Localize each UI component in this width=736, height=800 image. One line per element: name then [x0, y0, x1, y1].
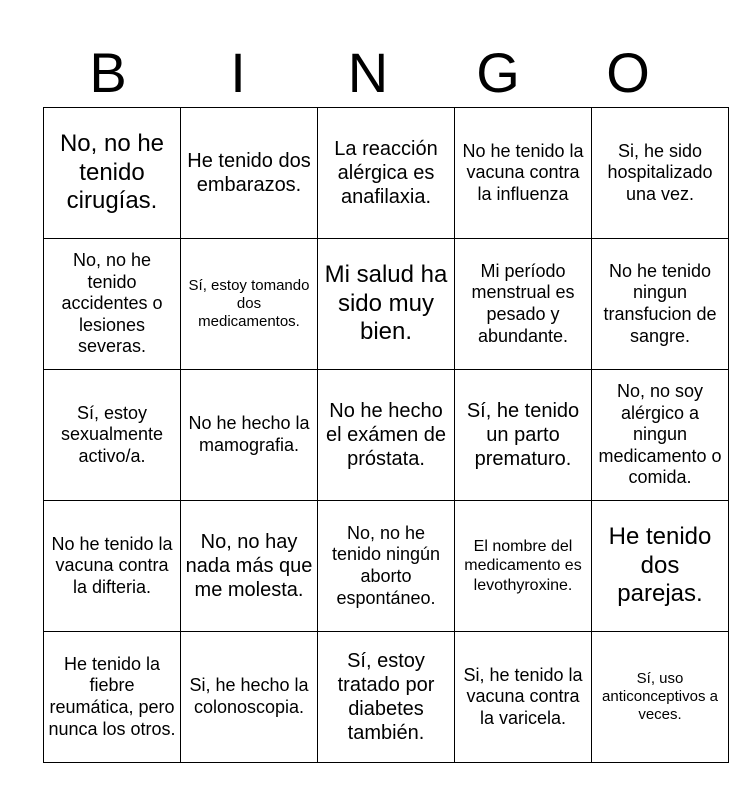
bingo-cell: Sí, uso anticonceptivos a veces. [592, 632, 729, 763]
bingo-cell: Sí, he tenido un parto prematuro. [455, 370, 592, 501]
bingo-cell: No he tenido ningun transfucion de sangre. [592, 239, 729, 370]
header-letter-g: G [476, 41, 520, 104]
bingo-header [43, 38, 693, 108]
bingo-cell: Si, he hecho la colonoscopia. [181, 632, 318, 763]
bingo-cell: La reacción alérgica es anafilaxia. [318, 108, 455, 239]
board-row [44, 108, 729, 239]
bingo-board [43, 107, 729, 763]
bingo-cell: Sí, estoy tomando dos medicamentos. [181, 239, 318, 370]
bingo-cell: No, no hay nada más que me molesta. [181, 501, 318, 632]
bingo-cell: No, no soy alérgico a ningun medicamento o comida. [592, 370, 729, 501]
bingo-cell: He tenido dos embarazos. [181, 108, 318, 239]
board-row [44, 370, 729, 501]
bingo-cell: No he tenido la vacuna contra la difteria. [44, 501, 181, 632]
bingo-cell: No, no he tenido ningún aborto espontáneo. [318, 501, 455, 632]
header-letter-o: O [606, 41, 650, 104]
bingo-cell: He tenido la fiebre reumática, pero nunca los otros. [44, 632, 181, 763]
bingo-cell: Si, he tenido la vacuna contra la varicela. [455, 632, 592, 763]
bingo-cell: No he hecho la mamografia. [181, 370, 318, 501]
bingo-cell: El nombre del medicamento es levothyroxine. [455, 501, 592, 632]
board-row [44, 501, 729, 632]
bingo-cell: Sí, estoy sexualmente activo/a. [44, 370, 181, 501]
board-row [44, 632, 729, 763]
bingo-cell: Sí, estoy tratado por diabetes también. [318, 632, 455, 763]
bingo-cell: Mi salud ha sido muy bien. [318, 239, 455, 370]
bingo-cell: No he hecho el exámen de próstata. [318, 370, 455, 501]
board-row [44, 239, 729, 370]
bingo-cell: Mi período menstrual es pesado y abundante. [455, 239, 592, 370]
header-letter-n: N [347, 41, 389, 104]
bingo-cell: No, no he tenido accidentes o lesiones severas. [44, 239, 181, 370]
bingo-cell: No, no he tenido cirugías. [44, 108, 181, 239]
header-letter-b: B [89, 41, 127, 104]
bingo-cell: He tenido dos parejas. [592, 501, 729, 632]
header-letter-i: I [230, 41, 246, 104]
bingo-cell: Si, he sido hospitalizado una vez. [592, 108, 729, 239]
bingo-cell: No he tenido la vacuna contra la influenza [455, 108, 592, 239]
